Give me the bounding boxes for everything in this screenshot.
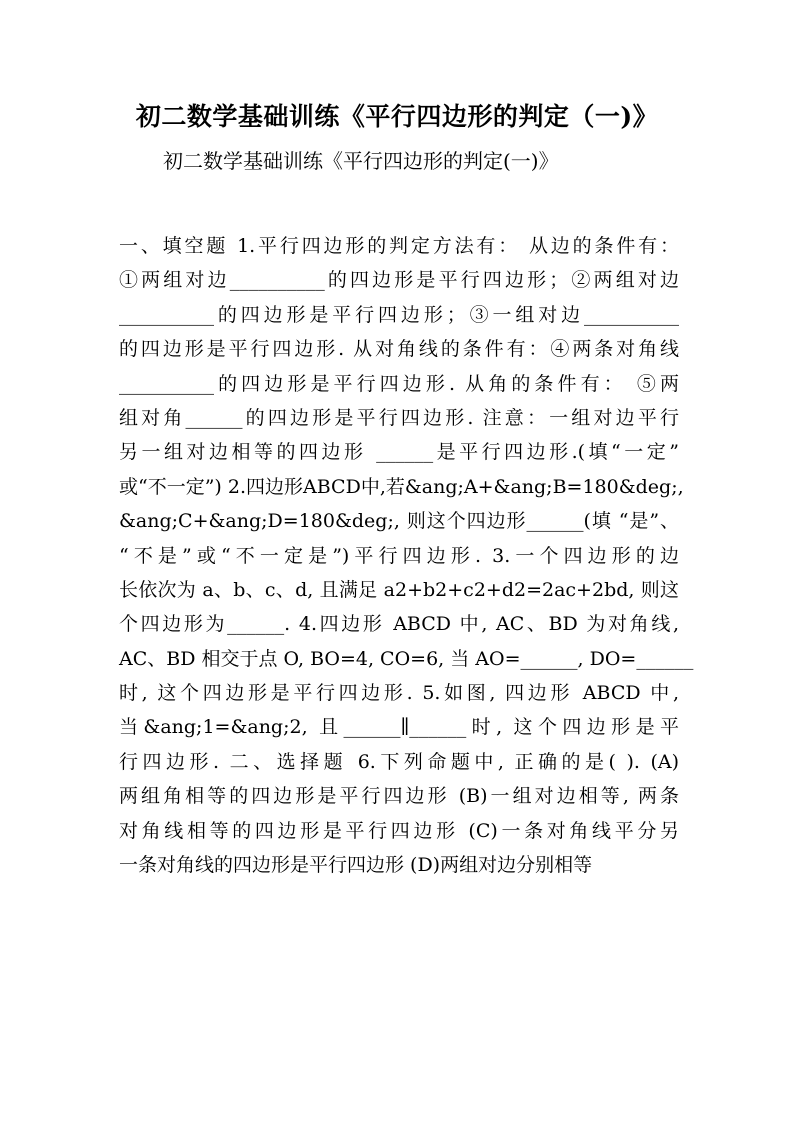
body-text-line [119,814,679,848]
body-text: 当&ang;1=&ang;2, 且______∥______时, 这个四边形是平 [119,716,679,739]
body-text: 一、填空题 1.平行四边形的判定方法有： 从边的条件有： [119,235,679,257]
body-text-line [119,573,679,607]
body-text: 组对角______的四边形是平行四边形. 注意：一组对边平行 [119,406,679,429]
body-text-line [119,539,679,573]
body-text: 的四边形是平行四边形. 从对角线的条件有：④两条对角线 [119,338,679,361]
body-text: 一条对角线的四边形是平行四边形 (D)两组对边分别相等 [119,854,593,877]
body-text-line [119,367,679,401]
body-text: 时, 这个四边形是平行四边形. 5.如图, 四边形 ABCD 中, [119,682,679,705]
body-text: 行四边形. 二、选择题 6.下列命题中, 正确的是( ). (A) [119,750,679,773]
body-text: 另一组对边相等的四边形 ______是平行四边形.(填“一定” [119,441,679,464]
body-text-line [119,607,679,641]
body-text-line [119,470,684,504]
body-text-line [119,229,679,263]
body-text-line [119,401,679,435]
body-text: AC、BD 相交于点 O, BO=4, CO=6, 当 AO=______, DO=______ [119,647,694,670]
body-text-line [119,263,679,297]
body-text: __________的四边形是平行四边形. 从角的条件有： ⑤两 [119,372,679,395]
body-text-line [119,676,679,710]
body-text-line [119,848,679,882]
body-text-line [119,745,679,779]
body-text: 两组角相等的四边形是平行四边形 (B)一组对边相等, 两条 [119,785,679,808]
document-body [119,229,694,882]
body-text-line [119,298,679,332]
body-text-line [119,332,679,366]
body-text: 长依次为 a、b、c、d, 且满足 a2+b2+c2+d2=2ac+2bd, 则这 [119,578,679,601]
body-text-line [119,504,679,538]
body-text-line [119,642,694,676]
document-subtitle: 初二数学基础训练《平行四边形的判定(一)》 [163,149,559,173]
body-text-line [119,435,679,469]
body-text: 或“不一定”) 2.四边形ABCD中,若&ang;A+&ang;B=180&deg;, [119,475,684,498]
body-text: 对角线相等的四边形是平行四边形 (C)一条对角线平分另 [119,819,679,842]
body-text-line [119,779,679,813]
body-text: __________的四边形是平行四边形；③一组对边__________ [119,303,679,326]
body-text-line [119,710,679,744]
body-text: “不是”或“不一定是”)平行四边形. 3.一个四边形的边 [119,544,679,567]
document-title: 初二数学基础训练《平行四边形的判定（一)》 [135,102,659,131]
body-text: &ang;C+&ang;D=180&deg;, 则这个四边形______(填 “是”、 [119,510,679,533]
body-text: ①两组对边__________的四边形是平行四边形；②两组对边 [119,269,679,292]
body-text: 个四边形为______. 4.四边形 ABCD 中, AC、BD 为对角线, [119,613,679,636]
